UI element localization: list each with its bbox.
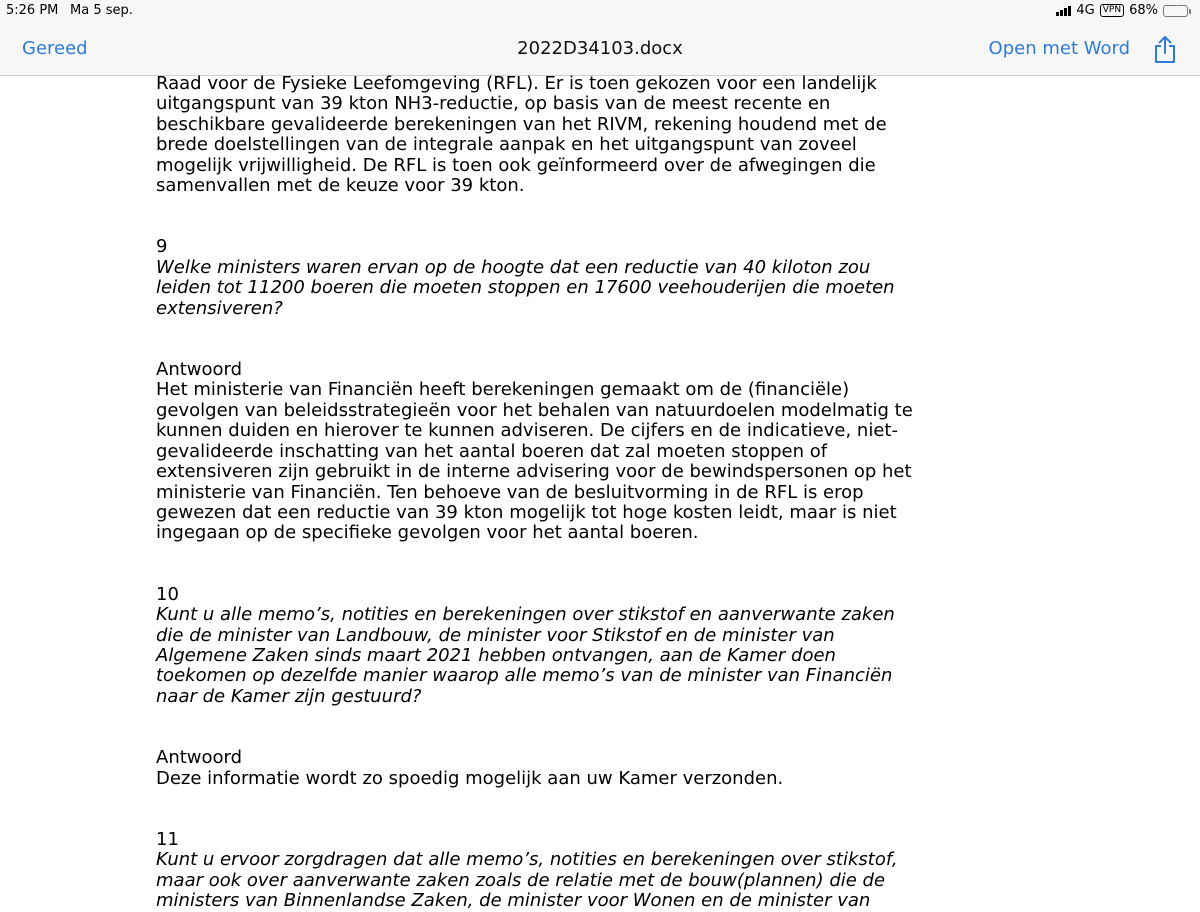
document-title: 2022D34103.docx <box>517 38 683 59</box>
intro-paragraph: Raad voor de Fysieke Leefomgeving (RFL). Er is toen gekozen voor een landelijk uitgangspunt van 39 kton NH3-reductie, op basis van de meest recente en beschikbare gevalideerde berekeningen van het RIVM, rekening houdend met de brede doelstellingen van de integrale aanpak en het uitgangspunt van zoveel mogelijk vrijwilligheid. De RFL is toen ook geïnformeerd over de afwegingen die samenvallen met de keuze voor 39 kton. <box>156 73 887 197</box>
charging-icon: ⚡ <box>1170 2 1179 17</box>
vpn-badge: VPN <box>1100 4 1124 17</box>
signal-icon <box>1056 5 1071 16</box>
status-date: Ma 5 sep. <box>70 3 133 18</box>
done-button[interactable]: Gereed <box>22 38 88 59</box>
status-time: 5:26 PM <box>6 3 59 18</box>
question-text: Kunt u ervoor zorgdragen dat alle memo’s, notities en berekeningen over stikstof, maar ook over aanverwante zaken zoals de relatie met de bouw(plannen) die de ministers van Binnenlandse Zaken, de minister voor Wonen en de minister van <box>156 849 898 912</box>
question-number: 10 <box>156 583 179 605</box>
battery-icon <box>1163 2 1188 17</box>
nav-bar <box>0 22 1200 76</box>
status-right <box>1056 3 1188 18</box>
question-text: Kunt u alle memo’s, notities en berekeningen over stikstof en aanverwante zaken die de minister van Landbouw, de minister voor Stikstof en de minister van Algemene Zaken sinds maart 2021 hebben ontvangen, aan de Kamer doen toekomen op dezelfde manier waarop alle memo’s van de minister van Financiën naar de Kamer zijn gestuurd? <box>156 604 895 707</box>
question-number: 11 <box>156 828 179 850</box>
share-icon[interactable] <box>1152 34 1178 64</box>
open-in-word-button[interactable]: Open met Word <box>988 38 1130 59</box>
battery-percent: 68% <box>1129 3 1158 18</box>
answer-label: Antwoord <box>156 359 243 381</box>
question-text: Welke ministers waren ervan op de hoogte dat een reductie van 40 kiloton zou leiden tot 11200 boeren die moeten stoppen en 17600 veehouderijen die moeten extensiveren? <box>156 256 895 319</box>
network-label: 4G <box>1076 3 1095 18</box>
answer-text: Het ministerie van Financiën heeft berekeningen gemaakt om de (financiële) gevolgen van beleidsstrategieën voor het behalen van natuurdoelen modelmatig te kunnen duiden en hierover te kunnen adviseren. De cijfers en de indicatieve, niet-gevalideerde inschatting van het aantal boeren dat zal moeten stoppen of extensiveren zijn gebruikt in de interne advisering voor de bewindspersonen op het ministerie van Financiën. Ten behoeve van de besluitvorming in de RFL is erop gewezen dat een reductie van 39 kton mogelijk tot hoge kosten leidt, maar is niet ingegaan op de specifieke gevolgen voor het aantal boeren. <box>156 379 913 544</box>
answer-text: Deze informatie wordt zo spoedig mogelijk aan uw Kamer verzonden. <box>156 767 784 789</box>
answer-label: Antwoord <box>156 747 243 769</box>
status-bar <box>0 0 1200 22</box>
question-number: 9 <box>156 236 168 258</box>
document-body <box>156 74 916 912</box>
